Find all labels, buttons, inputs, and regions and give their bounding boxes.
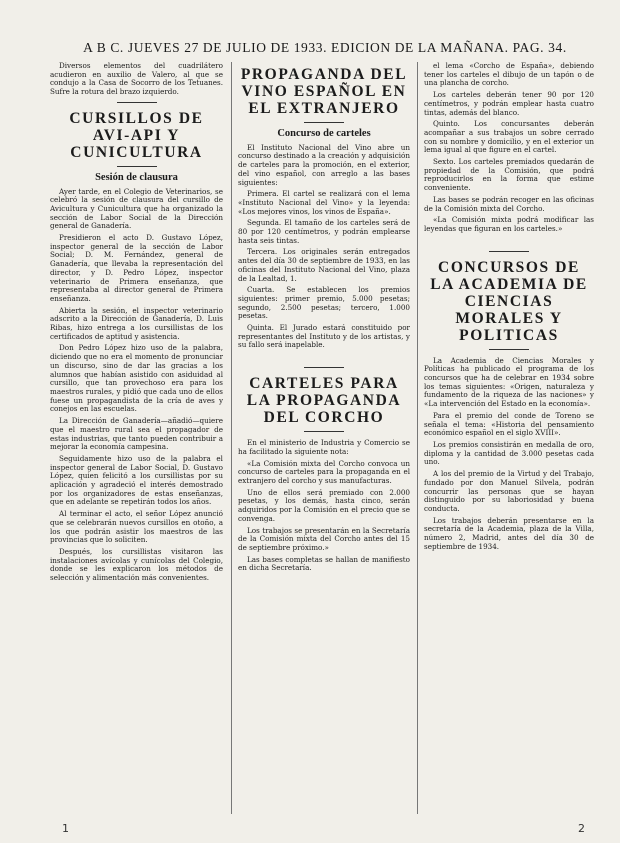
- paragraph: Quinto. Los concursantes deberán acompañar a sus trabajos un sobre cerrado con su nombre y domicilio, y en el exterior un lema igual al que figure en el cartel.: [424, 119, 594, 155]
- paragraph: Sexto. Los carteles premiados quedarán de propiedad de la Comisión, que podrá reproducirlos en la forma que estime conveniente.: [424, 157, 594, 193]
- col3-article-body: [424, 357, 594, 552]
- paragraph: Abierta la sesión, el inspector veterinario adscrito a la Dirección de Ganadería, D. Luis Ribas, hizo entrega a los cursillistas de los certificados de aptitud y asistencia.: [50, 305, 223, 341]
- paragraph: Seguidamente hizo uso de la palabra el inspector general de Labor Social, D. Gustavo López, quien felicitó a los cursillistas por su aplicación y agradeció el interés demostrado por los organizadores de estas enseñanzas, que en adelante se repetirán todos los años.: [50, 453, 223, 507]
- col2-article-body: [238, 144, 410, 350]
- paragraph: Primera. El cartel se realizará con el lema «Instituto Nacional del Vino» y la leyenda: «Los mejores vinos, los vinos de España».: [238, 189, 410, 216]
- headline-concursos-academia: CONCURSOS DE LA ACADEMIA DE CIENCIAS MORALES Y POLITICAS: [430, 258, 588, 344]
- divider: [304, 431, 344, 432]
- paragraph: el lema «Corcho de España», debiendo tener los carteles el dibujo de un tapón o de una plancha de corcho.: [424, 62, 594, 88]
- divider: [489, 349, 529, 350]
- paragraph: En el ministerio de Industria y Comercio se ha facilitado la siguiente nota:: [238, 438, 410, 456]
- paragraph: Cuarta. Se establecen los premios siguientes: primer premio, 5.000 pesetas; segundo, 2.500 pesetas; tercero, 1.000 pesetas.: [238, 285, 410, 321]
- paragraph: Ayer tarde, en el Colegio de Veterinarios, se celebró la sesión de clausura del cursillo de Avicultura y Cunicultura que ha organizado la sección de Labor Social de la Dirección general de Ganadería.: [50, 186, 223, 231]
- headline-carteles-corcho: CARTELES PARA LA PROPAGANDA DEL CORCHO: [246, 375, 402, 427]
- paragraph: Uno de ellos será premiado con 2.000 pesetas, y los demás, hasta cinco, serán adquiridos por la Comisión en el precio que se convenga.: [238, 487, 410, 523]
- divider: [304, 122, 344, 123]
- col1-article-body: [50, 188, 223, 583]
- page-masthead: A B C. JUEVES 27 DE JULIO DE 1933. EDICION DE LA MAÑANA. PAG. 34.: [83, 40, 567, 55]
- paragraph: Las bases completas se hallan de manifiesto en dicha Secretaría.: [238, 554, 410, 573]
- divider: [117, 166, 157, 167]
- paragraph: Presidieron el acto D. Gustavo López, inspector general de la sección de Labor Social; D. M. Fernández, general de Ganadería, que llevaba la representación del director, y D. Pedro López, inspector veterinario de Primera enseñanza, que representaba al director general de Primera enseñanza.: [50, 233, 223, 303]
- paragraph: A los del premio de la Virtud y del Trabajo, fundado por don Manuel Silvela, podrán concurrir las personas que se hayan distinguido por su laboriosidad y buena conducta.: [424, 469, 594, 513]
- divider: [304, 367, 344, 368]
- subhead-sesion-clausura: Sesión de clausura: [95, 171, 178, 183]
- column-3: [424, 62, 594, 822]
- paragraph: El Instituto Nacional del Vino abre un concurso destinado a la creación y adquisición de carteles para la promoción, en el exterior, del vino español, con arreglo a las bases siguientes:: [238, 142, 410, 187]
- paragraph: Tercera. Los originales serán entregados antes del día 30 de septiembre de 1933, en las oficinas del Instituto Nacional del Vino, plaza de la Lealtad, 1.: [238, 247, 410, 283]
- paragraph: La Academia de Ciencias Morales y Políticas ha publicado el programa de los concursos que ha de celebrar en 1934 sobre los temas siguientes: «Origen, naturaleza y fundamento de la riqueza de las naciones» y «La intervención del Estado en la economía».: [424, 355, 594, 409]
- col3-continued-text: [424, 62, 594, 234]
- paragraph: «La Comisión mixta del Corcho convoca un concurso de carteles para la propaganda en el extranjero del corcho y sus manufacturas.: [238, 458, 410, 485]
- col1-intro: [50, 62, 223, 97]
- headline-propaganda-vino: PROPAGANDA DEL VINO ESPAÑOL EN EL EXTRANJERO: [240, 66, 408, 117]
- paragraph: Después, los cursillistas visitaron las instalaciones avícolas y cunícolas del Colegio, donde se les explicaron los métodos de selección y alimentación más convenientes.: [50, 546, 223, 583]
- paragraph: «La Comisión mixta podrá modificar las leyendas que figuran en los carteles.»: [424, 215, 594, 233]
- paragraph: La Dirección de Ganadería—añadió—quiere que el maestro rural sea el propagador de estas industrias, que tanto pueden contribuir a mejorar la economía campesina.: [50, 416, 223, 452]
- col2-article2-body: [238, 439, 410, 573]
- subhead-concurso-carteles: Concurso de carteles: [277, 128, 371, 139]
- column-divider: [417, 62, 418, 814]
- column-1: [50, 62, 223, 822]
- paragraph: Los premios consistirán en medalla de oro, diploma y la cantidad de 3.000 pesetas cada uno.: [424, 439, 594, 467]
- paragraph: Segunda. El tamaño de los carteles será de 80 por 120 centímetros, y podrán emplearse hasta seis tintas.: [238, 218, 410, 245]
- paragraph: Los carteles deberán tener 90 por 120 centímetros, y podrán emplear hasta cuatro tintas, además del blanco.: [424, 90, 594, 117]
- footer-mark-left: 1: [62, 822, 69, 835]
- divider: [117, 102, 157, 103]
- paragraph: Las bases se podrán recoger en las oficinas de la Comisión mixta del Corcho.: [424, 194, 594, 213]
- paragraph: Para el premio del conde de Toreno se señala el tema: «Historia del pensamiento económico español en el siglo XVIII».: [424, 410, 594, 438]
- paragraph: Diversos elementos del cuadrilátero acudieron en auxilio de Valero, al que se condujo a la Casa de Socorro de los Tetuanes. Sufre la rotura del brazo izquierdo.: [50, 62, 223, 97]
- paragraph: Al terminar el acto, el señor López anunció que se celebrarán nuevos cursillos en otoño, a los que podrán asistir los maestros de las provincias que lo soliciten.: [50, 509, 223, 545]
- column-divider: [231, 62, 232, 814]
- column-2: [238, 62, 410, 822]
- headline-cursillos: CURSILLOS DE AVI-API Y CUNICULTURA: [69, 109, 204, 161]
- paragraph: Los trabajos se presentarán en la Secretaría de la Comisión mixta del Corcho antes del 15 de septiembre próximo.»: [238, 525, 410, 552]
- divider: [489, 251, 529, 252]
- footer-mark-right: 2: [578, 822, 585, 835]
- paragraph: Don Pedro López hizo uso de la palabra, diciendo que no era el momento de pronunciar un discurso, sino de dar las gracias a los alumnos que habían asistido con asiduidad al cursillo, que tan provechoso era para los maestros rurales, y pidió que cada uno de ellos fuese un propagandista de la cría de aves y conejos en las escuelas.: [50, 343, 223, 414]
- paragraph: Quinta. El Jurado estará constituido por representantes del Instituto y de los artistas, y su fallo será inapelable.: [238, 323, 410, 350]
- paragraph: Los trabajos deberán presentarse en la secretaría de la Academia, plaza de la Villa, número 2, Madrid, antes del día 30 de septiembre de 1934.: [424, 515, 594, 551]
